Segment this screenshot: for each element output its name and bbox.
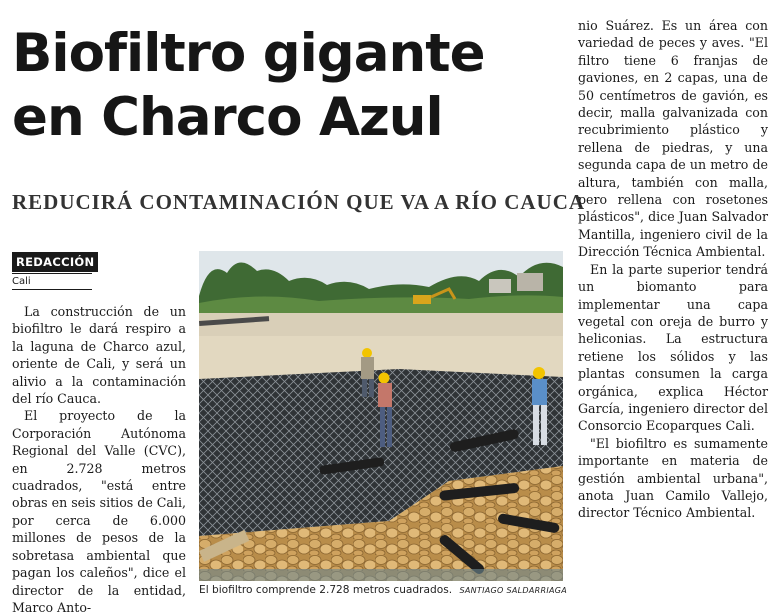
paragraph: nio Suárez. Es un área con variedad de peces y aves. "El filtro tiene 6 franjas de gaviones, en 2 capas, una de 50 centímetros de gavión, es decir, malla galvanizada con recubrimiento plástico y rellena de piedras, y una segunda capa de un metro de altura, también con malla, pero rellena con rosetones plásticos", dice Juan Salvador Mantilla, ingeniero civil de la Dirección Técnica Ambiental.: [578, 18, 768, 260]
article-photo: [199, 251, 563, 581]
body-column-1: [12, 303, 186, 616]
biofilter-construction-photo: [199, 251, 563, 581]
paragraph: El proyecto de la Corporación Autónoma Regional del Valle (CVC), en 2.728 metros cuadrados, "está entre obras en seis sitios de Cali, por cerca de 6.000 millones de pesos de la sobretasa ambiental que pagan los caleños", dice el director de la entidad, Marco Anto-: [12, 408, 186, 615]
subheadline: REDUCIRÁ CONTAMINACIÓN QUE VA A RÍO CAUCA: [12, 190, 586, 214]
headline: [12, 22, 572, 150]
photo-caption: [199, 584, 579, 596]
headline-line-1: Biofiltro gigante: [12, 23, 485, 84]
body-column-2: [578, 17, 768, 522]
paragraph: En la parte superior tendrá un biomanto para implementar una capa vegetal con oreja de burro y heliconias. La estructura retiene los sólidos y las plantas consumen la carga orgánica, explica Héctor García, ingeniero director del Consorcio Ecoparques Cali.: [578, 261, 768, 434]
headline-line-2: en Charco Azul: [12, 87, 443, 148]
byline-rule: [12, 273, 92, 274]
photo-credit: SANTIAGO SALDARRIAGA: [459, 586, 568, 595]
paragraph: "El biofiltro es sumamente importante en materia de gestión ambiental urbana", anota Juan Camilo Vallejo, director Técnico Ambiental.: [578, 435, 768, 521]
byline: [12, 251, 95, 290]
byline-tag: REDACCIÓN: [12, 252, 98, 272]
paragraph: La construcción de un biofiltro le dará respiro a la laguna de Charco azul, oriente de Cali, y será un alivio a la contaminación del río Cauca.: [12, 304, 186, 407]
byline-rule-bottom: [12, 289, 92, 290]
caption-text: El biofiltro comprende 2.728 metros cuadrados.: [199, 584, 453, 596]
byline-city: Cali: [12, 276, 31, 287]
